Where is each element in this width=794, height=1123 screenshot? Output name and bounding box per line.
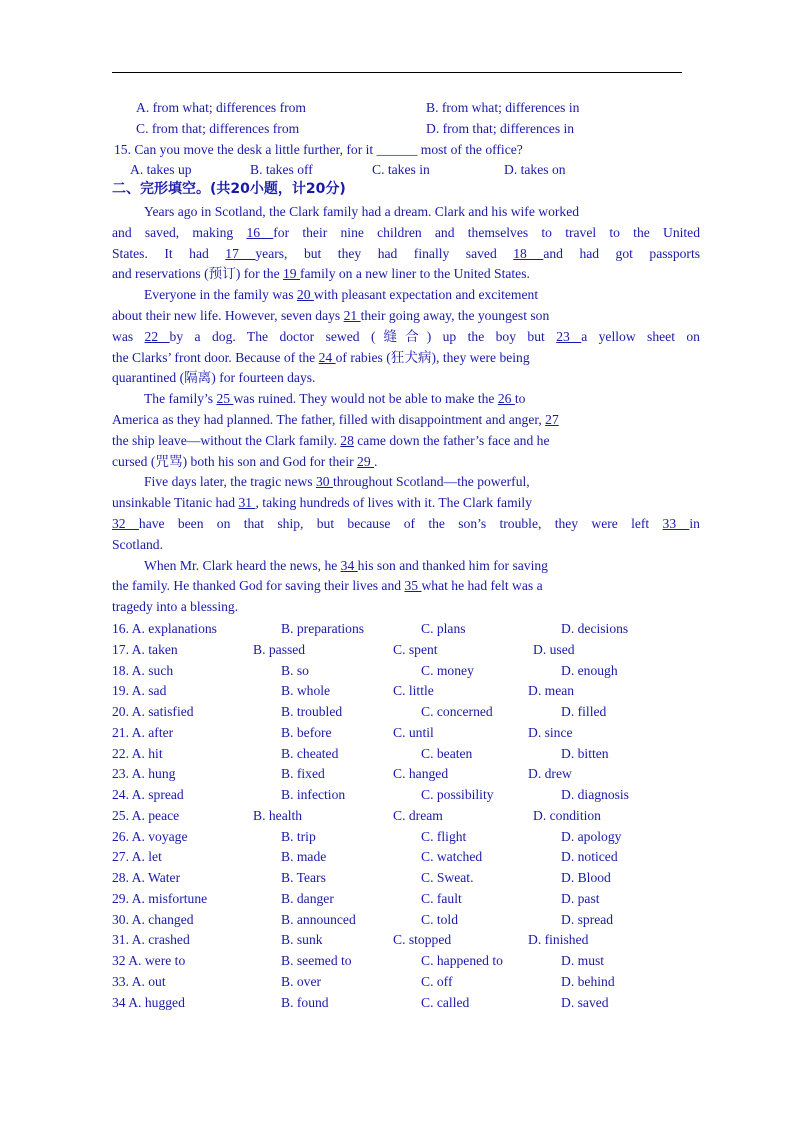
option-row bbox=[112, 910, 702, 931]
option-a: 21. A. after bbox=[112, 724, 174, 740]
blank-18: 18 bbox=[513, 245, 544, 261]
option-a: 28. A. Water bbox=[112, 870, 181, 885]
blank-16: 16 bbox=[246, 224, 274, 240]
option-c: C. little bbox=[393, 683, 434, 699]
option-d: D. spread bbox=[561, 911, 614, 927]
passage-line: quarantined (隔离) for fourteen days. bbox=[112, 370, 316, 386]
option-row bbox=[112, 806, 702, 827]
option-a: 17. A. taken bbox=[112, 641, 178, 657]
option-a: 22. A. hit bbox=[112, 745, 163, 761]
option-a: 32 A. were to bbox=[112, 953, 186, 968]
option-d: D. condition bbox=[533, 807, 601, 823]
option-row bbox=[112, 951, 702, 972]
option-a: 19. A. sad bbox=[112, 683, 167, 699]
passage-line: the family. He thanked God for saving their lives and 35 what he had felt was a bbox=[112, 578, 543, 594]
option-c: C. told bbox=[421, 911, 459, 927]
option-row bbox=[112, 619, 702, 640]
passage bbox=[112, 202, 700, 618]
option-b: B. made bbox=[281, 849, 327, 865]
option-c: C. plans bbox=[421, 621, 466, 636]
passage-line: tragedy into a blessing. bbox=[112, 599, 239, 615]
option-a: 27. A. let bbox=[112, 849, 162, 865]
option-b: B. passed bbox=[253, 641, 306, 657]
blank-22: 22 bbox=[144, 328, 170, 344]
passage-line: and saved, making 16 for their nine children and themselves to travel to the United bbox=[112, 224, 700, 240]
option-row bbox=[112, 702, 702, 723]
option-b: B. trip bbox=[281, 828, 316, 844]
passage-line: America as they had planned. The father, filled with disappointment and anger, 27 bbox=[112, 411, 559, 427]
option-d: D. filled bbox=[561, 704, 607, 719]
blank-27: 27 bbox=[545, 411, 559, 427]
option-d: D. behind bbox=[561, 973, 615, 989]
option-c: C. possibility bbox=[421, 787, 494, 802]
blank-23: 23 bbox=[556, 328, 582, 344]
option-c: C. happened to bbox=[421, 953, 503, 968]
option-c: C. hanged bbox=[393, 766, 449, 782]
option-b: B. found bbox=[281, 994, 329, 1010]
option-row bbox=[112, 764, 702, 785]
option-b: B. troubled bbox=[281, 704, 343, 719]
option-row bbox=[112, 640, 702, 661]
section-title: 二、完形填空。(共20小题，计20分) bbox=[112, 181, 346, 197]
q15-option-a: A. takes up bbox=[130, 162, 192, 177]
option-b: B. seemed to bbox=[281, 953, 352, 968]
blank-20: 20 bbox=[296, 287, 314, 303]
option-b: B. cheated bbox=[281, 745, 339, 761]
option-d: D. noticed bbox=[561, 849, 618, 865]
option-b: B. whole bbox=[281, 683, 331, 699]
passage-line: States. It had 17 years, but they had finally saved 18 and had got passports bbox=[112, 245, 701, 261]
blank-17: 17 bbox=[225, 245, 256, 261]
option-c: C. flight bbox=[421, 828, 467, 844]
option-d: D. diagnosis bbox=[561, 787, 629, 802]
blank-19: 19 bbox=[283, 266, 300, 282]
option-b: B. before bbox=[281, 724, 332, 740]
option-b: B. Tears bbox=[281, 870, 326, 885]
blank-25: 25 bbox=[216, 391, 234, 407]
q14-option-c: C. from that; differences from bbox=[136, 121, 300, 136]
option-a: 30. A. changed bbox=[112, 911, 194, 927]
option-b: B. infection bbox=[281, 787, 346, 802]
option-d: D. bitten bbox=[561, 745, 609, 761]
option-c: C. fault bbox=[421, 890, 462, 906]
option-c: C. watched bbox=[421, 849, 483, 865]
passage-line: was 22 by a dog. The doctor sewed (缝合) up the boy but 23 a yellow sheet on bbox=[112, 328, 700, 344]
option-c: C. beaten bbox=[421, 745, 473, 761]
blank-28: 28 bbox=[340, 432, 354, 448]
blank-32: 32 bbox=[112, 515, 139, 531]
option-row bbox=[112, 681, 702, 702]
q14-option-b: B. from what; differences in bbox=[426, 100, 580, 115]
option-d: D. enough bbox=[561, 662, 618, 678]
option-c: C. dream bbox=[393, 807, 443, 823]
option-b: B. sunk bbox=[281, 932, 323, 948]
q15-stem: 15. Can you move the desk a little further, for it ______ most of the office? bbox=[114, 142, 523, 157]
q14-option-a: A. from what; differences from bbox=[136, 100, 306, 115]
option-d: D. drew bbox=[528, 766, 572, 782]
passage-line: 32 have been on that ship, but because of the son’s trouble, they were left 33 in bbox=[112, 515, 700, 531]
option-c: C. stopped bbox=[393, 932, 452, 948]
option-b: B. health bbox=[253, 807, 303, 823]
passage-line: cursed (咒骂) both his son and God for their 29 . bbox=[112, 453, 378, 469]
passage-line: the Clarks’ front door. Because of the 24 of rabies (狂犬病), they were being bbox=[112, 349, 530, 365]
header-rule bbox=[112, 72, 682, 73]
option-d: D. finished bbox=[528, 932, 589, 948]
option-b: B. over bbox=[281, 973, 322, 989]
blank-21: 21 bbox=[343, 307, 361, 323]
option-c: C. money bbox=[421, 662, 474, 678]
option-d: D. mean bbox=[528, 683, 575, 699]
option-d: D. saved bbox=[561, 994, 609, 1010]
option-c: C. concerned bbox=[421, 704, 493, 719]
passage-line: Everyone in the family was 20 with pleasant expectation and excitement bbox=[144, 287, 539, 303]
blank-33: 33 bbox=[662, 515, 690, 531]
option-a: 33. A. out bbox=[112, 973, 166, 989]
option-row bbox=[112, 972, 702, 993]
option-row bbox=[112, 889, 702, 910]
option-a: 31. A. crashed bbox=[112, 932, 190, 948]
blank-34: 34 bbox=[340, 557, 358, 573]
q15-option-c: C. takes in bbox=[372, 162, 430, 177]
option-row bbox=[112, 868, 702, 889]
passage-line: Five days later, the tragic news 30 throughout Scotland—the powerful, bbox=[144, 474, 530, 490]
blank-24: 24 bbox=[318, 349, 336, 365]
passage-line: Years ago in Scotland, the Clark family had a dream. Clark and his wife worked bbox=[144, 204, 580, 219]
option-row bbox=[112, 723, 702, 744]
option-d: D. Blood bbox=[561, 870, 611, 885]
passage-line: about their new life. However, seven days 21 their going away, the youngest son bbox=[112, 307, 550, 323]
option-a: 23. A. hung bbox=[112, 766, 176, 782]
option-c: C. until bbox=[393, 724, 434, 740]
option-row bbox=[112, 785, 702, 806]
option-c: C. spent bbox=[393, 641, 438, 657]
option-a: 26. A. voyage bbox=[112, 828, 188, 844]
passage-line: the ship leave—without the Clark family. 28 came down the father’s face and he bbox=[112, 432, 550, 448]
q15-option-d: D. takes on bbox=[504, 162, 566, 177]
option-d: D. apology bbox=[561, 828, 622, 844]
option-c: C. called bbox=[421, 994, 470, 1010]
option-row bbox=[112, 930, 702, 951]
q15-option-b: B. takes off bbox=[250, 162, 313, 177]
option-b: B. so bbox=[281, 662, 309, 678]
option-row bbox=[112, 661, 702, 682]
passage-line: unsinkable Titanic had 31 , taking hundreds of lives with it. The Clark family bbox=[112, 495, 532, 511]
passage-line: Scotland. bbox=[112, 536, 163, 552]
option-c: C. off bbox=[421, 973, 453, 989]
option-row bbox=[112, 744, 702, 765]
option-d: D. must bbox=[561, 953, 605, 968]
option-a: 29. A. misfortune bbox=[112, 890, 208, 906]
option-a: 18. A. such bbox=[112, 662, 174, 678]
option-a: 34 A. hugged bbox=[112, 994, 185, 1010]
blank-26: 26 bbox=[497, 391, 515, 407]
option-b: B. announced bbox=[281, 911, 356, 927]
option-d: D. used bbox=[533, 641, 575, 657]
blank-35: 35 bbox=[404, 578, 422, 594]
option-row bbox=[112, 993, 702, 1014]
passage-line: The family’s 25 was ruined. They would not be able to make the 26 to bbox=[144, 391, 526, 407]
blank-29: 29 bbox=[357, 453, 375, 469]
option-b: B. fixed bbox=[281, 766, 325, 782]
passage-line: When Mr. Clark heard the news, he 34 his son and thanked him for saving bbox=[144, 557, 548, 573]
option-c: C. Sweat. bbox=[421, 870, 474, 885]
passage-line: and reservations (预订) for the 19 family on a new liner to the United States. bbox=[112, 266, 530, 282]
option-b: B. preparations bbox=[281, 621, 365, 636]
blank-30: 30 bbox=[315, 474, 333, 490]
option-a: 20. A. satisfied bbox=[112, 704, 194, 719]
option-a: 24. A. spread bbox=[112, 787, 184, 802]
blank-31: 31 bbox=[238, 495, 256, 511]
option-row bbox=[112, 847, 702, 868]
option-d: D. decisions bbox=[561, 621, 629, 636]
option-a: 25. A. peace bbox=[112, 807, 180, 823]
option-d: D. past bbox=[561, 890, 600, 906]
option-b: B. danger bbox=[281, 890, 334, 906]
option-row bbox=[112, 827, 702, 848]
option-a: 16. A. explanations bbox=[112, 621, 217, 636]
option-d: D. since bbox=[528, 724, 573, 740]
q14-option-d: D. from that; differences in bbox=[426, 121, 575, 136]
